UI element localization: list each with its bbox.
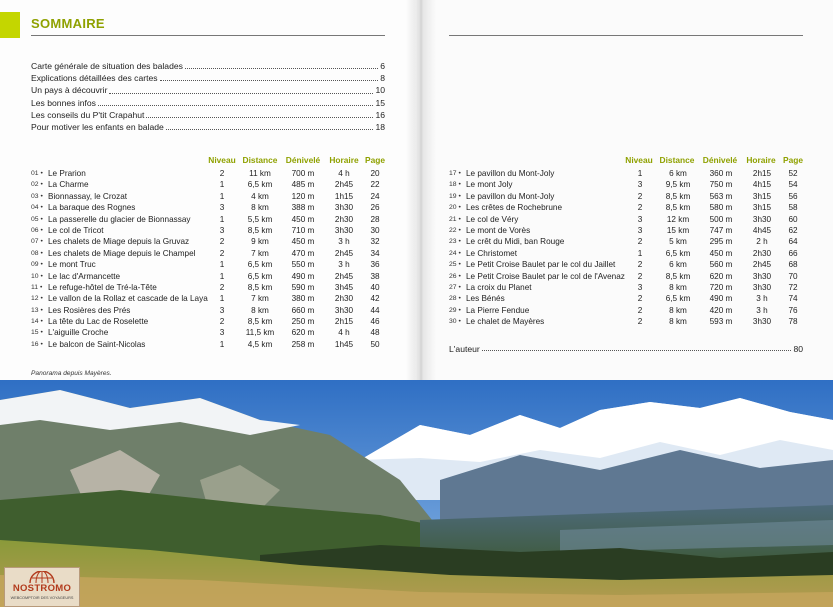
walk-row[interactable]: [31, 293, 391, 304]
walk-distance: 6 km: [669, 169, 687, 178]
walk-denivele: 470 m: [291, 248, 315, 258]
walk-name: Le pavillon du Mont-Joly: [466, 191, 555, 201]
walk-niveau: 2: [637, 317, 643, 327]
walk-number: 15 •: [31, 329, 43, 337]
walk-niveau: 2: [219, 237, 225, 247]
walk-name: Le refuge-hôtel de Tré-la-Tête: [48, 282, 157, 292]
walk-horaire: 3h30: [752, 317, 772, 327]
walk-niveau: 3: [219, 225, 225, 235]
walk-niveau: 2: [637, 305, 643, 315]
walk-denivele: 120 m: [291, 191, 315, 201]
walk-horaire: 4 h: [338, 328, 350, 338]
walk-number: 23 •: [449, 238, 461, 246]
toc-item[interactable]: [31, 109, 385, 121]
walk-number: 26 •: [449, 272, 461, 280]
walk-niveau: 1: [219, 260, 225, 270]
walk-horaire: 2h15: [334, 317, 354, 327]
title-rule-left: [31, 35, 385, 36]
walk-niveau: 2: [637, 191, 643, 201]
walk-horaire: 1h45: [334, 339, 354, 349]
walk-name: La Pierre Fendue: [466, 305, 530, 315]
walk-distance: 8,5 km: [665, 271, 691, 281]
walk-name: Le vallon de la Rollaz et cascade de la Laya: [48, 294, 208, 304]
walk-distance: 6,5 km: [247, 260, 273, 270]
toc-item[interactable]: [31, 121, 385, 133]
toc-page: 18: [375, 122, 385, 133]
walk-row[interactable]: [31, 271, 391, 282]
walk-row[interactable]: [31, 282, 391, 293]
walk-row[interactable]: [449, 316, 809, 327]
walk-row[interactable]: [31, 168, 391, 179]
walk-number: 01 •: [31, 170, 43, 177]
walk-denivele: 720 m: [709, 282, 733, 292]
walk-name: Le chalet de Mayères: [466, 317, 545, 327]
walk-distance: 8,5 km: [247, 282, 273, 292]
walk-distance: 9 km: [251, 237, 269, 247]
walk-page: 54: [788, 180, 798, 190]
walk-page: 60: [788, 214, 798, 224]
col-header-denivele: Dénivelé: [285, 155, 321, 165]
walk-page: 78: [788, 317, 798, 327]
walk-number: 27 •: [449, 283, 461, 291]
walk-niveau: 3: [637, 282, 643, 292]
walk-name: Le balcon de Saint-Nicolas: [48, 339, 146, 349]
walk-name: Le mont de Vorès: [466, 225, 531, 235]
walk-niveau: 2: [637, 294, 643, 304]
col-header-niveau: Niveau: [625, 155, 653, 165]
walk-row[interactable]: [449, 271, 809, 282]
walk-page: 38: [370, 271, 380, 281]
toc-label: Un pays à découvrir: [31, 85, 108, 96]
toc-page: 8: [380, 73, 385, 84]
walk-denivele: 485 m: [291, 180, 315, 190]
toc-label: Explications détaillées des cartes: [31, 73, 158, 84]
logo-tagline: WEBCOMPTOIR DES VOYAGEURS: [10, 596, 74, 600]
walk-horaire: 2h45: [334, 248, 354, 258]
col-header-distance: Distance: [659, 155, 695, 165]
leader-dots: [160, 80, 379, 81]
walk-distance: 7 km: [251, 248, 269, 258]
walk-niveau: 2: [637, 237, 643, 247]
nostromo-logo[interactable]: [4, 567, 80, 607]
walk-denivele: 380 m: [291, 294, 315, 304]
walk-niveau: 3: [219, 328, 225, 338]
walk-list-right: [449, 168, 809, 327]
walk-horaire: 3h30: [334, 305, 354, 315]
leader-dots: [146, 117, 373, 118]
walk-denivele: 593 m: [709, 317, 733, 327]
walk-niveau: 2: [637, 260, 643, 270]
walk-niveau: 2: [219, 282, 225, 292]
walk-horaire: 3 h: [338, 260, 350, 270]
walk-page: 26: [370, 203, 380, 213]
walk-distance: 8 km: [669, 317, 687, 327]
walk-page: 24: [370, 191, 380, 201]
walk-distance: 8 km: [669, 305, 687, 315]
col-header-niveau: Niveau: [208, 155, 236, 165]
walk-horaire: 2h30: [334, 214, 354, 224]
walk-name: Bionnassay, le Crozat: [48, 191, 128, 201]
walk-name: Les chalets de Miage depuis la Gruvaz: [48, 237, 190, 247]
walk-horaire: 3 h: [756, 305, 768, 315]
toc-item[interactable]: [31, 72, 385, 84]
walk-distance: 5 km: [669, 237, 687, 247]
walk-number: 07 •: [31, 238, 43, 246]
walk-denivele: 620 m: [709, 271, 733, 281]
walk-denivele: 660 m: [291, 305, 315, 315]
walk-number: 05 •: [31, 215, 43, 223]
walk-denivele: 747 m: [709, 225, 733, 235]
walk-denivele: 710 m: [291, 225, 315, 235]
walk-page: 76: [788, 305, 798, 315]
walk-niveau: 2: [219, 248, 225, 258]
toc-label: Les conseils du P'tit Crapahut: [31, 109, 145, 120]
walk-name: Les chalets de Miage depuis le Champel: [48, 248, 196, 258]
walk-list-left: [31, 168, 391, 350]
walk-denivele: 620 m: [291, 328, 315, 338]
walk-horaire: 4h15: [752, 180, 772, 190]
col-header-denivele: Dénivelé: [702, 155, 738, 165]
walk-distance: 4 km: [251, 191, 269, 201]
walk-row[interactable]: [449, 305, 809, 316]
toc-item[interactable]: [31, 97, 385, 109]
walk-page: 56: [788, 191, 798, 201]
walk-row[interactable]: [31, 305, 391, 316]
walk-denivele: 388 m: [291, 203, 315, 213]
walk-number: 22 •: [449, 226, 461, 234]
walk-horaire: 2h45: [752, 260, 772, 270]
walk-name: L'aiguille Croche: [48, 328, 109, 338]
walk-distance: 8 km: [669, 282, 687, 292]
walk-denivele: 250 m: [291, 317, 315, 327]
leader-dots: [98, 105, 373, 106]
walk-denivele: 450 m: [709, 248, 733, 258]
walk-page: 34: [370, 248, 380, 258]
walk-name: La croix du Planet: [466, 282, 532, 292]
toc-label: Pour motiver les enfants en balade: [31, 122, 164, 133]
walk-name: Le Petit Croise Baulet par le col de l'Avenaz: [466, 271, 625, 281]
walk-horaire: 2h15: [752, 169, 772, 178]
walk-denivele: 490 m: [291, 271, 315, 281]
walk-denivele: 420 m: [709, 305, 733, 315]
toc-item[interactable]: [31, 84, 385, 96]
col-header-page: Page: [782, 155, 804, 165]
walk-distance: 6,5 km: [247, 180, 273, 190]
walk-page: 28: [370, 214, 380, 224]
walk-number: 03 •: [31, 192, 43, 200]
walk-niveau: 2: [219, 317, 225, 327]
walk-row[interactable]: [449, 168, 809, 179]
walk-distance: 12 km: [666, 214, 690, 224]
walk-name: Les crêtes de Rochebrune: [466, 203, 563, 213]
walk-distance: 8,5 km: [247, 317, 273, 327]
walk-name: Le Christomet: [466, 248, 517, 258]
toc-list: [31, 60, 385, 133]
walk-niveau: 3: [637, 225, 643, 235]
walk-page: 44: [370, 305, 380, 315]
walk-number: 17 •: [449, 170, 461, 177]
walk-number: 06 •: [31, 226, 43, 234]
toc-item[interactable]: [31, 60, 385, 72]
walk-name: La Charme: [48, 180, 89, 190]
walk-denivele: 258 m: [291, 339, 315, 349]
walk-name: La tête du Lac de Roselette: [48, 317, 149, 327]
walk-denivele: 450 m: [291, 214, 315, 224]
walk-distance: 8,5 km: [665, 203, 691, 213]
toc-page: 10: [375, 85, 385, 96]
walk-page: 70: [788, 271, 798, 281]
walk-number: 30 •: [449, 318, 461, 326]
walk-niveau: 3: [637, 214, 643, 224]
walk-distance: 11 km: [249, 169, 271, 178]
walk-niveau: 1: [637, 248, 643, 258]
walk-distance: 5,5 km: [247, 214, 273, 224]
walk-distance: 6,5 km: [247, 271, 273, 281]
walk-row[interactable]: [31, 339, 391, 350]
walk-denivele: 590 m: [291, 282, 315, 292]
walk-horaire: 4h45: [752, 225, 772, 235]
walk-number: 13 •: [31, 306, 43, 314]
walk-number: 21 •: [449, 215, 461, 223]
walk-horaire: 3h15: [752, 203, 772, 213]
walk-horaire: 2 h: [756, 237, 768, 247]
walk-niveau: 2: [637, 203, 643, 213]
walk-page: 22: [370, 180, 380, 190]
walk-distance: 11,5 km: [245, 328, 275, 338]
walk-name: Le Petit Croise Baulet par le col du Jaillet: [466, 260, 616, 270]
walk-page: 66: [788, 248, 798, 258]
walk-page: 64: [788, 237, 798, 247]
walk-number: 19 •: [449, 192, 461, 200]
walk-name: La passerelle du glacier de Bionnassay: [48, 214, 191, 224]
walk-row[interactable]: [31, 191, 391, 202]
walk-niveau: 1: [637, 169, 643, 178]
walk-page: 58: [788, 203, 798, 213]
walk-row[interactable]: [31, 259, 391, 270]
walk-niveau: 1: [219, 339, 225, 349]
walk-number: 12 •: [31, 295, 43, 303]
author-label: L'auteur: [449, 344, 480, 354]
toc-page: 16: [375, 109, 385, 120]
walk-denivele: 580 m: [709, 203, 733, 213]
walk-horaire: 3h30: [334, 203, 354, 213]
walk-name: Le lac d'Armancette: [48, 271, 121, 281]
leader-dots: [482, 350, 792, 351]
walk-niveau: 2: [637, 271, 643, 281]
walk-horaire: 3h30: [334, 225, 354, 235]
walk-page: 68: [788, 260, 798, 270]
walk-horaire: 3h45: [334, 282, 354, 292]
toc-page: 6: [380, 61, 385, 71]
leader-dots: [185, 68, 378, 69]
walk-row[interactable]: [449, 225, 809, 236]
walk-row[interactable]: [31, 327, 391, 338]
walk-horaire: 3h30: [752, 214, 772, 224]
walk-page: 48: [370, 328, 380, 338]
walk-denivele: 750 m: [709, 180, 733, 190]
walk-horaire: 1h15: [334, 191, 354, 201]
walk-name: Le crêt du Midi, ban Rouge: [466, 237, 565, 247]
walk-number: 29 •: [449, 306, 461, 314]
walk-name: Le col de Véry: [466, 214, 519, 224]
walk-name: Le mont Joly: [466, 180, 513, 190]
walk-distance: 8 km: [251, 305, 269, 315]
walk-row[interactable]: [31, 179, 391, 190]
walk-distance: 9,5 km: [665, 180, 691, 190]
walk-horaire: 3h15: [752, 191, 772, 201]
col-header-page: Page: [364, 155, 386, 165]
walk-horaire: 2h30: [752, 248, 772, 258]
accent-tab: [0, 12, 20, 38]
walk-page: 52: [788, 169, 798, 178]
walk-row[interactable]: [31, 225, 391, 236]
walk-horaire: 3 h: [338, 237, 350, 247]
toc-label: Carte générale de situation des balades: [31, 61, 183, 71]
col-header-horaire: Horaire: [746, 155, 776, 165]
walk-niveau: 1: [219, 191, 225, 201]
col-header-distance: Distance: [242, 155, 278, 165]
walk-horaire: 3 h: [756, 294, 768, 304]
walk-number: 11 •: [31, 283, 43, 291]
walk-number: 16 •: [31, 340, 43, 348]
walk-distance: 6,5 km: [665, 248, 691, 258]
walk-row[interactable]: [31, 316, 391, 327]
book-gutter: [406, 0, 436, 380]
walk-number: 10 •: [31, 272, 43, 280]
walk-row[interactable]: [31, 202, 391, 213]
leader-dots: [166, 129, 374, 130]
walk-name: Le pavillon du Mont-Joly: [466, 169, 555, 178]
walk-denivele: 360 m: [709, 169, 733, 178]
panorama-illustration: [0, 380, 833, 607]
walk-denivele: 500 m: [709, 214, 733, 224]
walk-niveau: 3: [219, 203, 225, 213]
walk-page: 30: [370, 225, 380, 235]
walk-distance: 8 km: [251, 203, 269, 213]
walk-horaire: 3h30: [752, 282, 772, 292]
walk-row[interactable]: [449, 191, 809, 202]
walk-denivele: 490 m: [709, 294, 733, 304]
walk-row[interactable]: [449, 248, 809, 259]
walk-number: 18 •: [449, 181, 461, 189]
globe-icon: [29, 571, 55, 583]
walk-distance: 4,5 km: [247, 339, 273, 349]
walk-page: 74: [788, 294, 798, 304]
walk-page: 46: [370, 317, 380, 327]
walk-horaire: 4 h: [338, 169, 350, 178]
walk-distance: 6,5 km: [665, 294, 691, 304]
walk-row[interactable]: [449, 282, 809, 293]
walk-distance: 7 km: [251, 294, 269, 304]
walk-niveau: 3: [219, 305, 225, 315]
walk-horaire: 3h30: [752, 271, 772, 281]
walk-denivele: 560 m: [709, 260, 733, 270]
walk-niveau: 1: [219, 214, 225, 224]
walk-page: 50: [370, 339, 380, 349]
col-header-horaire: Horaire: [329, 155, 359, 165]
walk-distance: 15 km: [666, 225, 690, 235]
walk-page: 20: [370, 169, 380, 178]
walk-row[interactable]: [449, 236, 809, 247]
walk-niveau: 1: [219, 271, 225, 281]
walk-number: 08 •: [31, 249, 43, 257]
walk-denivele: 563 m: [709, 191, 733, 201]
walk-distance: 8,5 km: [665, 191, 691, 201]
walk-horaire: 2h30: [334, 294, 354, 304]
walk-row[interactable]: [31, 248, 391, 259]
walk-denivele: 700 m: [291, 169, 315, 178]
author-entry[interactable]: [449, 344, 803, 354]
walk-denivele: 295 m: [709, 237, 733, 247]
toc-page: 15: [375, 97, 385, 108]
walk-row[interactable]: [449, 293, 809, 304]
walk-name: Le Prarion: [48, 169, 86, 178]
walk-distance: 8,5 km: [247, 225, 273, 235]
walk-page: 32: [370, 237, 380, 247]
walk-name: Les Bénés: [466, 294, 505, 304]
walk-page: 40: [370, 282, 380, 292]
walk-row[interactable]: [449, 214, 809, 225]
walk-name: Les Rosières des Prés: [48, 305, 131, 315]
walk-number: 02 •: [31, 181, 43, 189]
photo-caption: Panorama depuis Mayères.: [31, 370, 112, 377]
walk-name: Le mont Truc: [48, 260, 96, 270]
walk-number: 04 •: [31, 204, 43, 212]
walk-number: 14 •: [31, 318, 43, 326]
walk-denivele: 450 m: [291, 237, 315, 247]
title-rule-right: [449, 35, 803, 36]
walk-distance: 6 km: [669, 260, 687, 270]
logo-name: NOSTROMO: [12, 583, 72, 594]
walk-page: 42: [370, 294, 380, 304]
walk-number: 20 •: [449, 204, 461, 212]
walk-number: 28 •: [449, 295, 461, 303]
walk-number: 09 •: [31, 261, 43, 269]
walk-row[interactable]: [449, 179, 809, 190]
walk-horaire: 2h45: [334, 180, 354, 190]
page-title: SOMMAIRE: [31, 16, 105, 31]
walk-number: 24 •: [449, 249, 461, 257]
walk-page: 36: [370, 260, 380, 270]
walk-niveau: 1: [219, 294, 225, 304]
author-page: 80: [793, 344, 803, 354]
walk-row[interactable]: [449, 259, 809, 270]
walk-denivele: 550 m: [291, 260, 315, 270]
walk-niveau: 2: [219, 169, 225, 178]
walk-name: Le col de Tricot: [48, 225, 104, 235]
walk-row[interactable]: [31, 236, 391, 247]
walk-row[interactable]: [449, 202, 809, 213]
walk-name: La baraque des Rognes: [48, 203, 136, 213]
walk-page: 72: [788, 282, 798, 292]
leader-dots: [109, 93, 373, 94]
walk-niveau: 1: [219, 180, 225, 190]
walk-page: 62: [788, 225, 798, 235]
toc-label: Les bonnes infos: [31, 97, 96, 108]
mountain-panorama-photo: [0, 380, 833, 607]
walk-row[interactable]: [31, 214, 391, 225]
walk-number: 25 •: [449, 261, 461, 269]
walk-horaire: 2h45: [334, 271, 354, 281]
walk-niveau: 3: [637, 180, 643, 190]
